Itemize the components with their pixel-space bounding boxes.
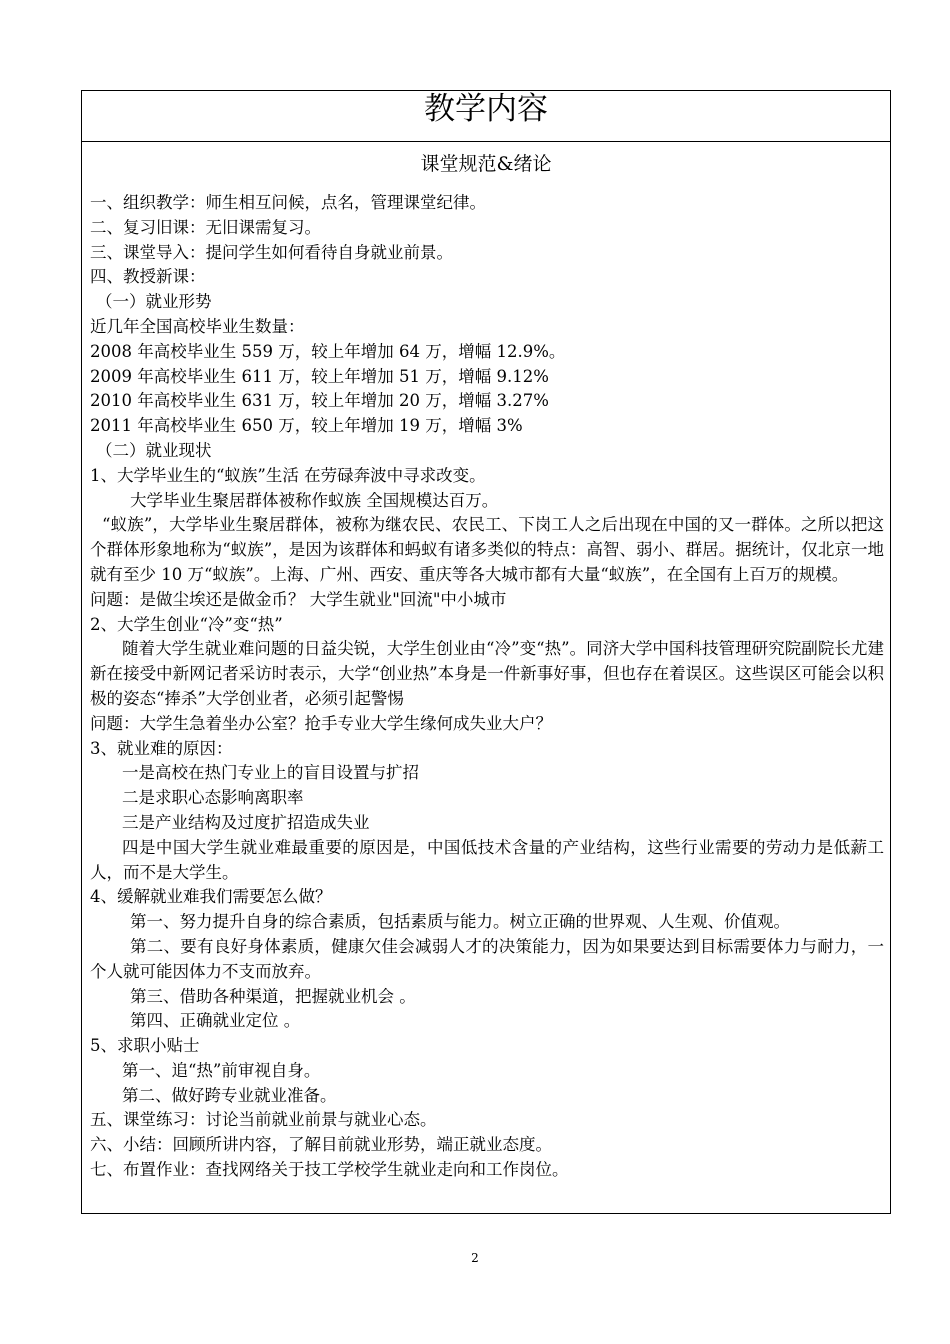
point-tips: 5、求职小贴士 xyxy=(90,1036,200,1056)
reason-2: 二是求职心态影响离职率 xyxy=(122,788,304,808)
solution-2: 第二、要有良好身体素质，健康欠佳会减弱人才的决策能力，因为如果要达到目标需要体力与耐力，一个人就可能因体力不支而放弃。 xyxy=(90,936,884,981)
graduates-2008: 2008 年高校毕业生 559 万，较上年增加 64 万，增幅 12.9%。 xyxy=(90,341,566,361)
section-subtitle: 课堂规范&绪论 xyxy=(420,153,552,175)
item-homework: 七、布置作业：查找网络关于技工学校学生就业走向和工作岗位。 xyxy=(90,1160,569,1180)
solution-1: 第一、努力提升自身的综合素质，包括素质与能力。树立正确的世界观、人生观、价值观。 xyxy=(130,912,790,932)
reason-3: 三是产业结构及过度扩招造成失业 xyxy=(122,812,370,832)
header-box xyxy=(81,90,891,142)
item-practice: 五、课堂练习：讨论当前就业前景与就业心态。 xyxy=(90,1110,437,1130)
question-1: 问题：是做尘埃还是做金币？ 大学生就业"回流"中小城市 xyxy=(90,589,507,609)
graduates-intro: 近几年全国高校毕业生数量： xyxy=(90,316,305,336)
ant-tribe-paragraph: “蚁族”，大学毕业生聚居群体，被称为继农民、农民工、下岗工人之后出现在中国的又一群体。之所以把这个群体形象地称为“蚁族”，是因为该群体和蚂蚁有诸多类似的特点：高智、弱小、群居。据统计，仅北京一地就有至少 10 万“蚁族”。上海、广州、西安、重庆等各大城市都有大量“蚁族”，在全国有上百万的规模。 xyxy=(90,515,884,584)
entrepreneurship-paragraph: 随着大学生就业难问题的日益尖锐，大学生创业由“冷”变“热”。同济大学中国科技管理研究院副院长尤建新在接受中新网记者采访时表示，大学“创业热”本身是一件新事好事，但也存在着误区。这些误区可能会以积极的姿态“捧杀”大学创业者，必须引起警惕 xyxy=(90,639,884,708)
lesson-content xyxy=(90,191,884,1183)
point-solutions: 4、缓解就业难我们需要怎么做？ xyxy=(90,887,332,907)
subheading-employment-situation: （一）就业形势 xyxy=(96,292,212,312)
point-ant-tribe: 1、大学毕业生的“蚁族”生活 在劳碌奔波中寻求改变。 xyxy=(90,465,486,485)
item-review: 二、复习旧课：无旧课需复习。 xyxy=(90,217,321,237)
solution-4: 第四、正确就业定位 。 xyxy=(130,1011,301,1031)
content-box xyxy=(81,141,891,1214)
solution-3: 第三、借助各种渠道，把握就业机会 。 xyxy=(130,986,416,1006)
question-2: 问题：大学生急着坐办公室？抢手专业大学生缘何成失业大户？ xyxy=(90,713,552,733)
subheading-employment-status: （二）就业现状 xyxy=(96,440,212,460)
reason-4: 四是中国大学生就业难最重要的原因是，中国低技术含量的产业结构，这些行业需要的劳动力是低薪工人，而不是大学生。 xyxy=(90,837,884,882)
reason-1: 一是高校在热门专业上的盲目设置与扩招 xyxy=(122,763,419,783)
graduates-2009: 2009 年高校毕业生 611 万，较上年增加 51 万，增幅 9.12% xyxy=(90,366,549,386)
item-intro: 三、课堂导入：提问学生如何看待自身就业前景。 xyxy=(90,242,453,262)
graduates-2011: 2011 年高校毕业生 650 万，较上年增加 19 万，增幅 3% xyxy=(90,416,523,436)
page-title: 教学内容 xyxy=(424,91,548,127)
graduates-2010: 2010 年高校毕业生 631 万，较上年增加 20 万，增幅 3.27% xyxy=(90,391,549,411)
page-number: 2 xyxy=(471,1251,479,1265)
point-reasons: 3、就业难的原因： xyxy=(90,738,233,758)
item-organize: 一、组织教学：师生相互问候，点名，管理课堂纪律。 xyxy=(90,193,486,212)
tip-2: 第二、做好跨专业就业准备。 xyxy=(122,1085,337,1105)
point-entrepreneurship: 2、大学生创业“冷”变“热” xyxy=(90,614,283,634)
item-new-lesson: 四、教授新课： xyxy=(90,267,206,287)
tip-1: 第一、追“热”前审视自身。 xyxy=(122,1060,321,1080)
ant-tribe-summary: 大学毕业生聚居群体被称作蚁族 全国规模达百万。 xyxy=(130,490,499,510)
item-summary: 六、小结：回顾所讲内容，了解目前就业形势，端正就业态度。 xyxy=(90,1135,552,1155)
